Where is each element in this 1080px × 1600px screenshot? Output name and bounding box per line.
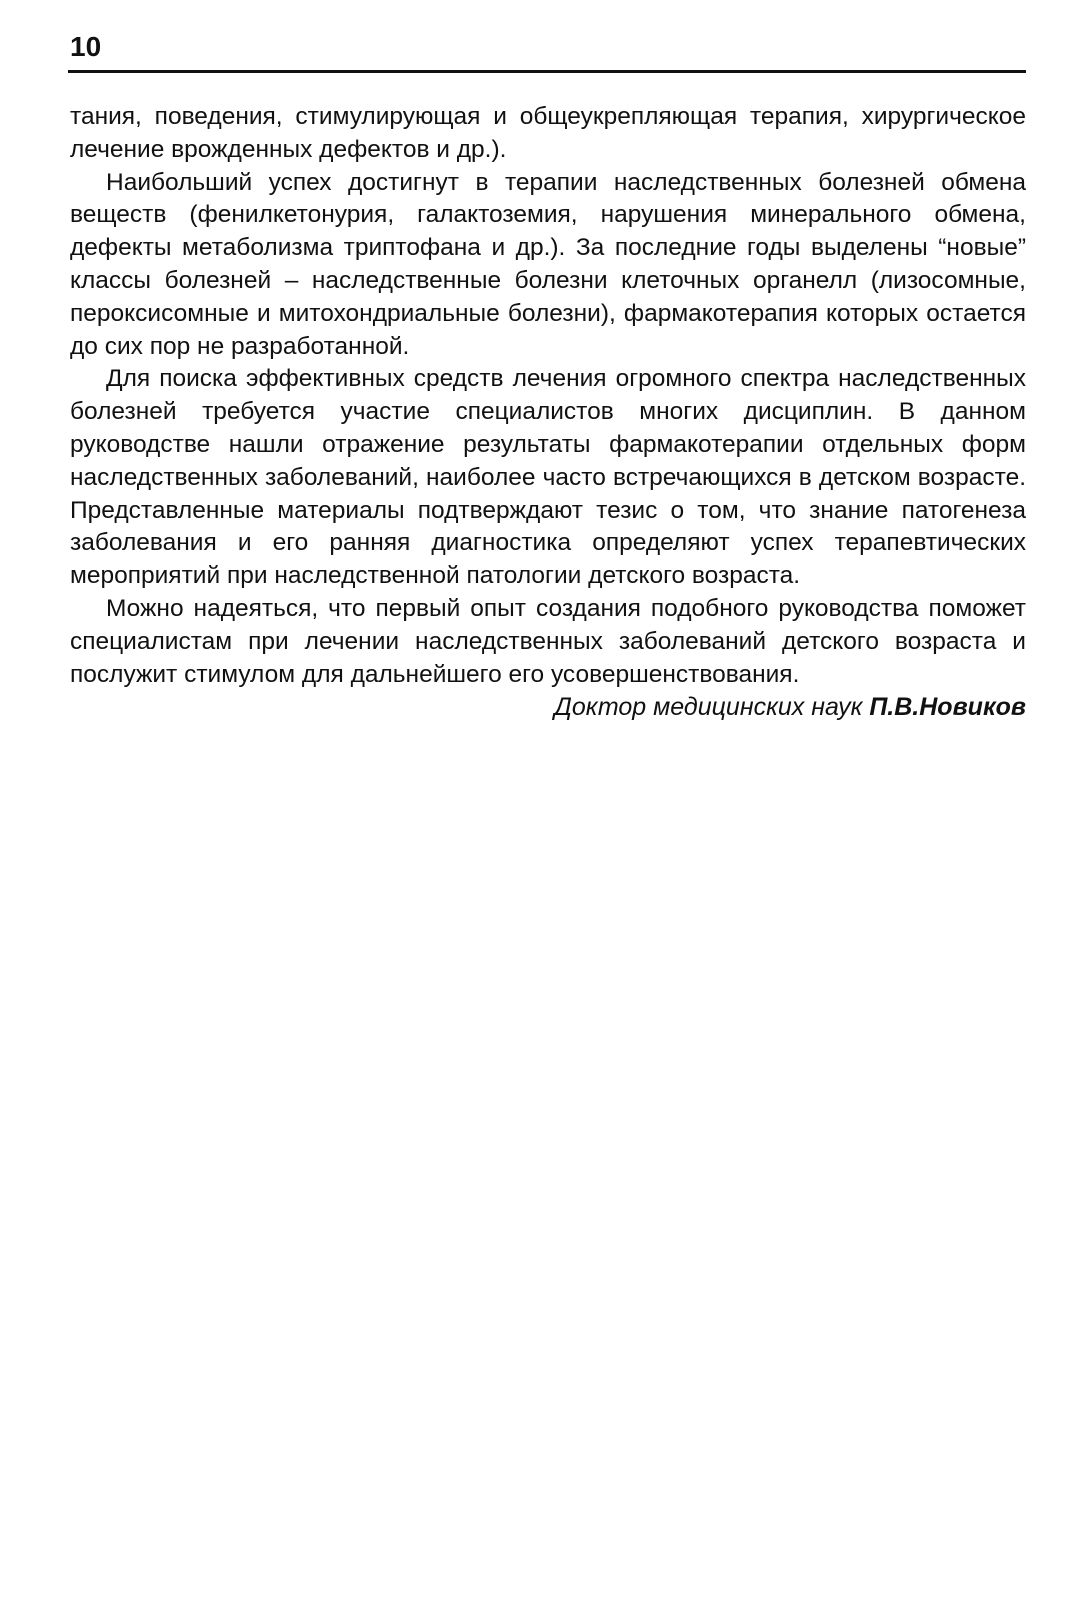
page-number: 10 — [70, 31, 102, 62]
paragraph: Наибольший успех достигнут в терапии наследственных болезней обмена веществ (фенилкетонурия, галактоземия, нарушения минерального обмена, дефекты метаболизма триптофана и др.). За последние годы выделены “новые” классы болезней – наследственные болезни клеточных органелл (лизосомные, пероксисомные и митохондриальные болезни), фармакотерапия которых остается до сих пор не разработанной. — [70, 168, 1026, 360]
signature-author: П.В.Новиков — [869, 693, 1026, 722]
paragraph: Можно надеяться, что первый опыт создания подобного руководства поможет специалистам при лечении наследственных заболеваний детского возраста и послужит стимулом для дальнейшего его усовершенствования. — [70, 594, 1026, 688]
paragraph-continuation: тания, поведения, стимулирующая и общеукрепляющая терапия, хирургическое лечение врожденных дефектов и др.). — [70, 103, 1026, 163]
paragraph: Для поиска эффективных средств лечения огромного спектра наследственных болезней требуется участие специалистов многих дисциплин. В данном руководстве нашли отражение результаты фармакотерапии отдельных форм наследственных заболеваний, наиболее часто встречающихся в детском возрасте. Представленные материалы подтверждают тезис о том, что знание патогенеза заболевания и его ранняя диагностика определяют успех терапевтических мероприятий при наследственной патологии детского возраста. — [70, 365, 1026, 590]
signature — [70, 691, 1026, 724]
header-rule — [68, 70, 1026, 73]
signature-title: Доктор медицинских наук — [554, 693, 863, 722]
body-text — [70, 101, 1026, 724]
